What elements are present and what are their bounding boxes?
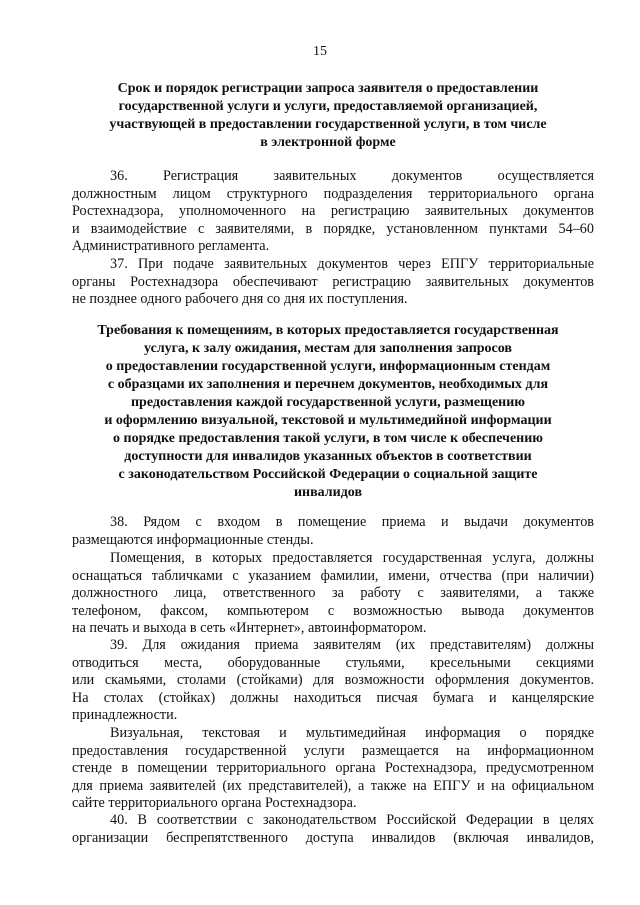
paragraph-line: принадлежности. xyxy=(72,707,178,723)
heading-line: инвалидов xyxy=(293,485,363,500)
paragraph-line: 37. При подаче заявительных документов через ЕПГУ территориальные xyxy=(110,256,594,272)
paragraph-line: или скамьями, столами (стойками) для возможности оформления документов. xyxy=(72,672,594,688)
heading-line: государственной услуги и услуги, предоставляемой организацией, xyxy=(118,99,538,114)
heading-line: участвующей в предоставлении государственной услуги, в том числе xyxy=(109,117,547,132)
paragraph-line: оснащаться табличками с указанием фамилии, имени, отчества (при наличии) xyxy=(72,567,594,584)
paragraph-38 xyxy=(72,514,594,549)
paragraph-39-continued xyxy=(72,725,594,813)
paragraph-line: на печать и выхода в сеть «Интернет», автоинформатором. xyxy=(72,620,427,636)
paragraph-line: предоставления государственной услуги размещается на информационном xyxy=(72,742,594,759)
paragraph-40 xyxy=(72,812,594,847)
section-heading-premises xyxy=(72,322,584,502)
paragraph-line: сайте территориального органа Ростехнадзора. xyxy=(72,795,357,811)
paragraph-line: 40. В соответствии с законодательством Российской Федерации в целях xyxy=(110,812,594,828)
paragraph-38-continued xyxy=(72,550,594,638)
paragraph-line: Визуальная, текстовая и мультимедийная информация о порядке xyxy=(110,725,594,741)
heading-line: о порядке предоставления такой услуги, в том числе к обеспечению xyxy=(113,431,543,446)
heading-line: с законодательством Российской Федерации о социальной защите xyxy=(118,467,538,482)
paragraph-line: 38. Рядом с входом в помещение приема и выдачи документов xyxy=(110,514,594,530)
paragraph-line: телефоном, факсом, компьютером с возможностью вывода документов xyxy=(72,602,594,619)
heading-line: доступности для инвалидов указанных объектов в соответствии xyxy=(124,449,532,464)
page-number: 15 xyxy=(313,44,327,59)
heading-line: в электронной форме xyxy=(260,135,396,150)
paragraph-line: для приема заявителей (их представителей), а также на ЕПГУ и на официальном xyxy=(72,777,594,794)
heading-line: услуга, к залу ожидания, местам для заполнения запросов xyxy=(144,341,512,356)
paragraph-line: Ростехнадзора, уполномоченного на регистрацию заявительных документов xyxy=(72,203,594,219)
heading-line: предоставления каждой государственной услуги, размещению xyxy=(130,395,525,410)
heading-line: и оформлению визуальной, текстовой и мультимедийной информации xyxy=(104,413,552,428)
paragraph-36 xyxy=(72,168,594,256)
heading-line: Требования к помещениям, в которых предоставляется государственная xyxy=(97,323,559,338)
paragraph-line: отводиться места, оборудованные стульями, кресельными секциями xyxy=(72,654,594,671)
heading-line: с образцами их заполнения и перечнем документов, необходимых для xyxy=(107,377,549,392)
paragraph-39 xyxy=(72,637,594,725)
paragraph-line: не позднее одного рабочего дня со дня их поступления. xyxy=(72,291,408,307)
section-heading-registration xyxy=(72,80,584,152)
paragraph-37 xyxy=(72,256,594,309)
paragraph-line: должностным лицом структурного подразделения территориального органа xyxy=(72,185,594,202)
paragraph-line: Помещения, в которых предоставляется государственная услуга, должны xyxy=(110,550,594,566)
heading-line: о предоставлении государственной услуги, информационным стендам xyxy=(105,359,551,374)
paragraph-line: размещаются информационные стенды. xyxy=(72,531,314,548)
paragraph-line: и взаимодействие с заявителями, в порядке, установленном пунктами 54–60 xyxy=(72,220,594,237)
paragraph-line: На столах (стойках) должны находиться писчая бумага и канцелярские xyxy=(72,689,594,706)
paragraph-line: Административного регламента. xyxy=(72,238,270,254)
paragraph-line: 39. Для ожидания приема заявителям (их представителям) должны xyxy=(110,637,594,653)
paragraph-line: стенде в помещении территориального органа Ростехнадзора, предусмотренном xyxy=(72,760,594,776)
heading-line: Срок и порядок регистрации запроса заявителя о предоставлении xyxy=(117,81,539,96)
paragraph-line: органы Ростехнадзора обеспечивают регистрацию заявительных документов xyxy=(72,273,594,290)
paragraph-line: 36. Регистрация заявительных документов осуществляется xyxy=(110,168,594,184)
paragraph-line: организации беспрепятственного доступа инвалидов (включая инвалидов, xyxy=(72,829,594,846)
paragraph-line: должностного лица, ответственного за работу с заявителями, а также xyxy=(72,585,594,601)
